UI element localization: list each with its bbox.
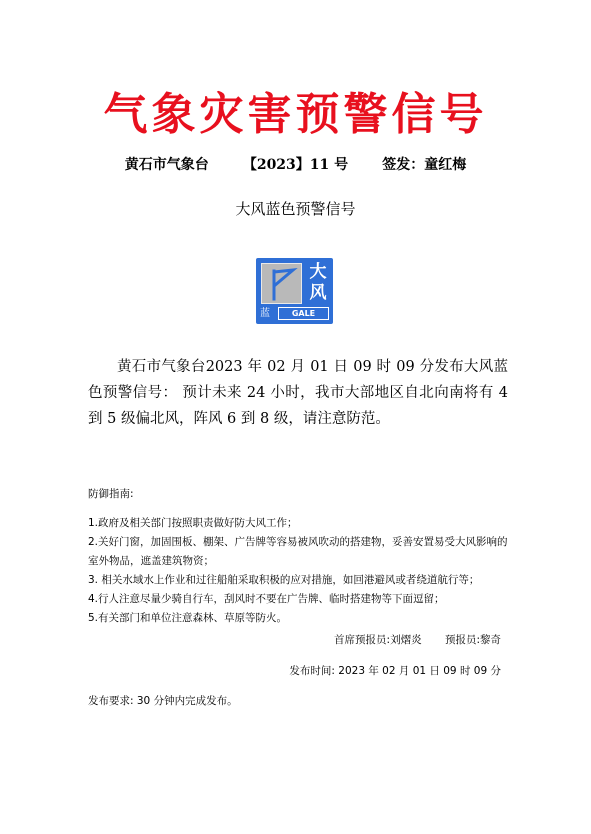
gale-blue-warning-badge: [256, 258, 333, 324]
signal-subtitle: 大风蓝色预警信号: [235, 200, 356, 218]
badge-color-char: 蓝: [260, 308, 270, 319]
defense-guide: [88, 485, 518, 628]
guide-item: 5.有关部门和单位注意森林、草原等防火。: [88, 612, 288, 624]
issuer-number: 【2023】11 号: [242, 157, 349, 173]
guide-item: 4.行人注意尽量少骑自行车，刮风时不要在广告牌、临时搭建物等下面逗留；: [88, 593, 445, 605]
warning-body-paragraph: 黄石市气象台2023 年 02 月 01 日 09 时 09 分发布大风蓝色预警信号： 预计未来 24 小时，我市大部地区自北向南将有 4 到 5 级偏北风，阵风 6 到 8 级，请注意防范。: [88, 359, 508, 427]
guide-heading: 防御指南:: [88, 488, 134, 500]
forecaster-line: [334, 632, 501, 648]
flag-icon: [261, 263, 302, 304]
chief-forecaster: 首席预报员:刘熠炎: [334, 634, 422, 646]
guide-item: 3. 相关水域水上作业和过往船舶采取积极的应对措施，如回港避风或者绕道航行等；: [88, 574, 480, 586]
guide-item: 1.政府及相关部门按照职责做好防大风工作；: [88, 517, 298, 529]
release-requirement: 发布要求: 30 分钟内完成发布。: [88, 695, 238, 707]
release-time: 发布时间: 2023 年 02 月 01 日 09 时 09 分: [289, 665, 501, 677]
document-title: 气象灾害预警信号: [103, 89, 488, 140]
forecaster-name: 预报员:黎奇: [444, 634, 501, 646]
badge-char-top: 大: [309, 262, 327, 282]
guide-item: 2.关好门窗，加固围板、棚架、广告牌等容易被风吹动的搭建物，妥善安置易受大风影响的室外物品，遮盖建筑物资；: [88, 536, 508, 567]
issuer-signed: 签发：童红梅: [382, 157, 467, 173]
badge-char-bottom: 风: [309, 283, 327, 303]
warning-body: [88, 354, 508, 432]
issuer-office: 黄石市气象台: [124, 157, 209, 173]
badge-english-label: GALE: [278, 307, 329, 320]
issuer-line: [0, 155, 591, 175]
